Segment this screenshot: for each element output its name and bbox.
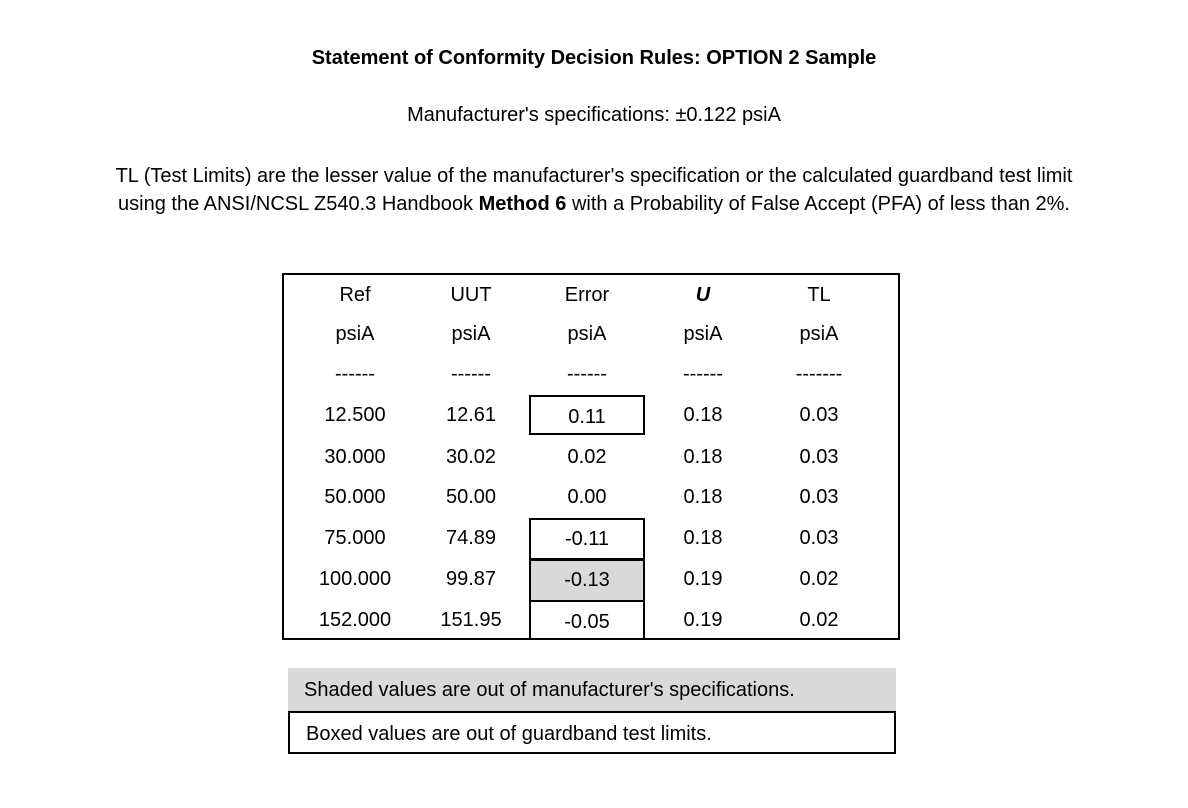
tl-value: 0.02 bbox=[799, 568, 839, 590]
table-row bbox=[282, 600, 902, 640]
header-uncertainty: U bbox=[695, 284, 711, 306]
uncertainty-value: 0.18 bbox=[683, 446, 723, 468]
error-value: 0.11 bbox=[529, 395, 645, 435]
ref-value: 100.000 bbox=[318, 568, 392, 590]
uncertainty-value: 0.18 bbox=[683, 527, 723, 549]
header-ref: Ref bbox=[339, 284, 371, 306]
table-units-row bbox=[282, 314, 902, 354]
document-title: Statement of Conformity Decision Rules: OPTION 2 Sample bbox=[311, 47, 877, 69]
ref-value: 152.000 bbox=[318, 609, 392, 631]
uut-value: 74.89 bbox=[445, 527, 497, 549]
error-value: 0.02 bbox=[567, 446, 607, 468]
unit-uut: psiA bbox=[451, 323, 491, 345]
header-uut: UUT bbox=[450, 284, 492, 306]
tl-value: 0.03 bbox=[799, 446, 839, 468]
uut-value: 12.61 bbox=[445, 404, 497, 426]
uut-value: 99.87 bbox=[445, 568, 497, 590]
table-row bbox=[282, 395, 902, 435]
unit-error: psiA bbox=[567, 323, 607, 345]
unit-tl: psiA bbox=[799, 323, 839, 345]
ref-value: 12.500 bbox=[324, 404, 386, 426]
separator-tl: ------- bbox=[795, 363, 843, 385]
uut-value: 151.95 bbox=[440, 609, 502, 631]
table-row bbox=[282, 437, 902, 477]
separator-ref: ------ bbox=[335, 363, 375, 385]
manufacturer-spec-line: Manufacturer's specifications: ±0.122 psiA bbox=[407, 104, 781, 126]
paragraph-line-2-start: using the ANSI/NCSL Z540.3 Handbook bbox=[118, 193, 479, 215]
table-row bbox=[282, 518, 902, 558]
ref-value: 30.000 bbox=[324, 446, 386, 468]
error-value: -0.13 bbox=[529, 559, 645, 602]
header-tl: TL bbox=[807, 284, 831, 306]
uncertainty-value: 0.19 bbox=[683, 609, 723, 631]
error-value: 0.00 bbox=[567, 486, 607, 508]
uut-value: 50.00 bbox=[445, 486, 497, 508]
table-row bbox=[282, 559, 902, 599]
paragraph-line-2 bbox=[0, 190, 1188, 218]
unit-uncertainty: psiA bbox=[683, 323, 723, 345]
separator-error: ------ bbox=[567, 363, 607, 385]
ref-value: 75.000 bbox=[324, 527, 386, 549]
tl-value: 0.02 bbox=[799, 609, 839, 631]
tl-value: 0.03 bbox=[799, 527, 839, 549]
method-6-emphasis: Method 6 bbox=[478, 193, 567, 215]
tl-value: 0.03 bbox=[799, 404, 839, 426]
legend-boxed: Boxed values are out of guardband test limits. bbox=[288, 711, 896, 754]
table-row bbox=[282, 477, 902, 517]
uncertainty-value: 0.18 bbox=[683, 486, 723, 508]
uut-value: 30.02 bbox=[445, 446, 497, 468]
header-error: Error bbox=[564, 284, 610, 306]
table-separator-row bbox=[282, 354, 902, 394]
paragraph-line-2-end: with a Probability of False Accept (PFA) of less than 2%. bbox=[566, 193, 1070, 215]
uncertainty-value: 0.19 bbox=[683, 568, 723, 590]
ref-value: 50.000 bbox=[324, 486, 386, 508]
separator-uut: ------ bbox=[451, 363, 491, 385]
table-header-row bbox=[282, 275, 902, 315]
uncertainty-value: 0.18 bbox=[683, 404, 723, 426]
error-value: -0.05 bbox=[529, 600, 645, 640]
legend-shaded: Shaded values are out of manufacturer's specifications. bbox=[288, 668, 896, 711]
error-value: -0.11 bbox=[529, 518, 645, 560]
test-limits-paragraph bbox=[0, 162, 1188, 218]
unit-ref: psiA bbox=[335, 323, 375, 345]
separator-uncertainty: ------ bbox=[683, 363, 723, 385]
paragraph-line-1: TL (Test Limits) are the lesser value of the manufacturer's specification or the calculated guardband test limit bbox=[115, 165, 1073, 187]
tl-value: 0.03 bbox=[799, 486, 839, 508]
